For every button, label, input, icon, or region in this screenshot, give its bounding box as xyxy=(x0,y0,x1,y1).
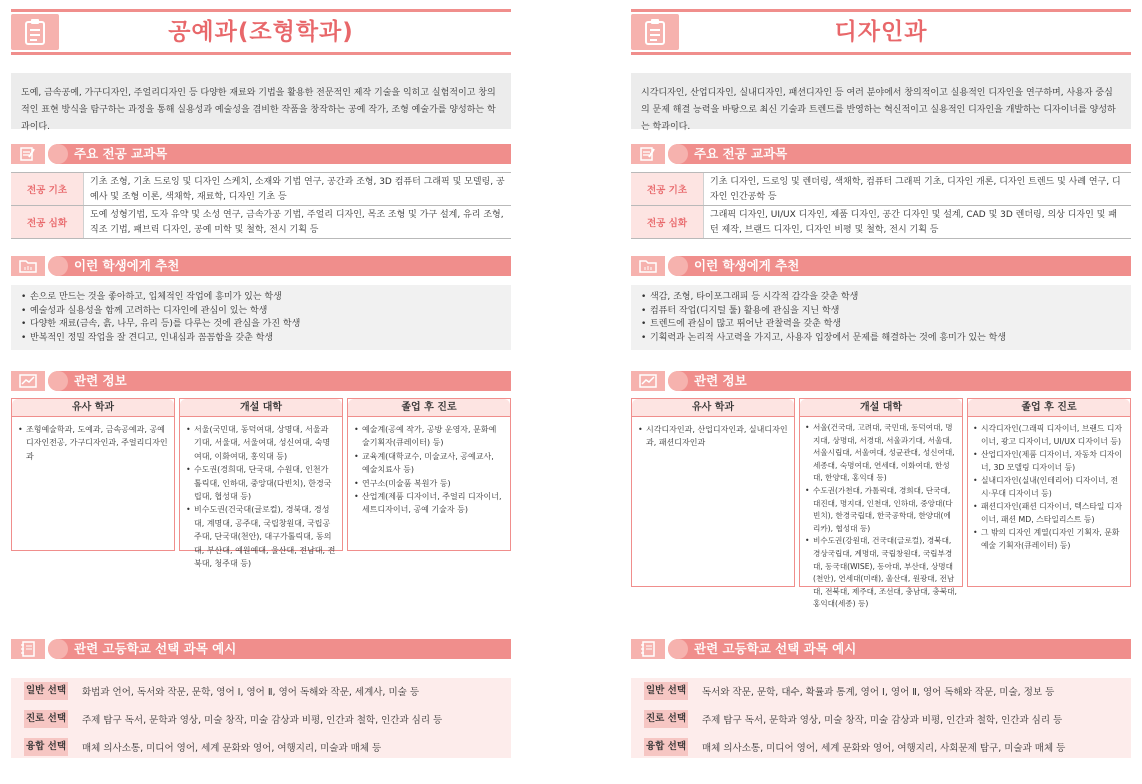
elective-box xyxy=(11,678,511,758)
notepad-icon xyxy=(11,144,45,164)
section-title: 이런 학생에게 추천 xyxy=(694,258,800,273)
section-header-recommend xyxy=(11,256,511,276)
elective-row xyxy=(24,681,419,701)
elective-row xyxy=(644,681,1054,701)
elective-value: 화법과 언어, 독서와 작문, 문학, 영어 Ⅰ, 영어 Ⅱ, 영어 독해와 작문, 세계사, 미술 등 xyxy=(82,687,420,698)
elective-label: 융합 선택 xyxy=(24,738,68,756)
card-universities xyxy=(179,398,343,569)
elective-label: 일반 선택 xyxy=(644,682,688,700)
course-label: 전공 심화 xyxy=(11,206,83,238)
title-rule-top xyxy=(11,9,511,12)
card-title: 졸업 후 진로 xyxy=(348,399,510,417)
page-title: 디자인과 xyxy=(834,19,928,45)
title-rule-bottom xyxy=(11,52,511,55)
elective-value: 주제 탐구 독서, 문학과 영상, 미술 창작, 미술 감상과 비평, 인간과 철학, 인간과 심리 등 xyxy=(702,715,1063,726)
list-item: • 반복적인 정밀 작업을 잘 견디고, 인내심과 꼼꼼함을 갖춘 학생 xyxy=(21,332,501,346)
notepad-icon xyxy=(631,144,665,164)
course-value: 기초 조형, 기초 드로잉 및 디자인 스케치, 소재와 기법 연구, 공간과 조형, 3D 컴퓨터 그래픽 및 모델링, 공예사 및 조형 이론, 색채학, 재료학, 디자인 기초 등 xyxy=(83,173,511,205)
list-item: • 서울(건국대, 고려대, 국민대, 동덕여대, 명지대, 상명대, 서경대, 서울과기대, 서울대, 서울시립대, 서울여대, 성균관대, 성신여대, 세종대, 숙명여대, 연세대, 이화여대, 한성대, 한양대, 홍익대 등) xyxy=(805,422,957,485)
list-item: • 연구소(미술품 복원가 등) xyxy=(354,477,504,490)
course-label: 전공 심화 xyxy=(631,206,703,238)
recommend-list xyxy=(631,285,1131,350)
chart-icon xyxy=(631,371,665,391)
elective-row xyxy=(24,737,381,757)
elective-value: 독서와 작문, 문학, 대수, 확률과 통계, 영어 Ⅰ, 영어 Ⅱ, 영어 독해와 작문, 미술, 정보 등 xyxy=(702,687,1055,698)
title-rule-top xyxy=(631,9,1131,12)
card-similar xyxy=(11,398,175,551)
card-title: 개설 대학 xyxy=(800,399,962,417)
department-intro: 시각디자인, 산업디자인, 실내디자인, 패션디자인 등 여러 분야에서 창의적이고 실용적인 디자인을 연구하며, 사용자 중심의 문제 해결 능력을 바탕으로 최신 기술과 트렌드를 반영하는 혁신적이고 실용적인 디자인을 개발하는 디자이너를 양성하는 학과이다. xyxy=(631,73,1131,129)
course-row xyxy=(11,206,511,239)
list-item: • 수도권(가천대, 가톨릭대, 경희대, 단국대, 대진대, 명지대, 인천대, 인하대, 중앙대(다빈치), 한경국립대, 한국공학대, 한양대(에리카), 협성대 등) xyxy=(805,485,957,535)
department-intro: 도예, 금속공예, 가구디자인, 주얼리디자인 등 다양한 재료와 기법을 활용한 전문적인 제작 기술을 익히고 실험적이고 창의적인 표현 방식을 탐구하는 과정을 통해 실용성과 예술성을 겸비한 작품을 창작하는 공예 작가, 조형 예술가를 양성하는 학과이다. xyxy=(11,73,511,129)
section-title: 관련 정보 xyxy=(74,373,127,388)
courses-table xyxy=(11,172,511,239)
card-similar xyxy=(631,398,795,587)
course-label: 전공 기초 xyxy=(11,173,83,205)
list-item: • 산업디자인(제품 디자이너, 자동차 디자이너, 3D 모델링 디자이너 등) xyxy=(973,448,1125,474)
title-bar xyxy=(631,9,1131,57)
card-title: 유사 학과 xyxy=(12,399,174,417)
section-title: 관련 고등학교 선택 과목 예시 xyxy=(74,641,237,656)
course-label: 전공 기초 xyxy=(631,173,703,205)
course-row xyxy=(11,173,511,206)
elective-box xyxy=(631,678,1131,758)
section-title: 관련 고등학교 선택 과목 예시 xyxy=(694,641,857,656)
elective-value: 주제 탐구 독서, 문학과 영상, 미술 창작, 미술 감상과 비평, 인간과 철학, 인간과 심리 등 xyxy=(82,715,443,726)
course-value: 기초 디자인, 드로잉 및 렌더링, 색채학, 컴퓨터 그래픽 기초, 디자인 개론, 디자인 트렌드 및 사례 연구, 디자인 인간공학 등 xyxy=(703,173,1131,205)
list-item: • 시각디자인과, 산업디자인과, 실내디자인과, 패션디자인과 xyxy=(638,423,788,450)
list-item: • 비수도권(강원대, 건국대(글로컬), 경북대, 경상국립대, 계명대, 국립창원대, 국립부경대, 동국대(WISE), 동아대, 부산대, 상명대(천안), 연세대(미래), 울산대, 원광대, 전남대, 전북대, 제주대, 조선대, 충남대, 충북대, 홍익대(세종) 등) xyxy=(805,535,957,611)
list-item: • 비수도권(건국대(글로컬), 경북대, 경성대, 계명대, 공주대, 국립창원대, 국립공주대, 단국대(천안), 대구가톨릭대, 동의대, 부산대, 예원예대, 울산대, 전남대, 전북대, 청주대 등) xyxy=(186,503,336,570)
elective-label: 일반 선택 xyxy=(24,682,68,700)
course-value: 그래픽 디자인, UI/UX 디자인, 제품 디자인, 공간 디자인 및 설계, CAD 및 3D 렌더링, 의상 디자인 및 패턴 제작, 브랜드 디자인, 디자인 비평 및 철학, 전시 기획 등 xyxy=(703,206,1131,238)
list-item: • 서울(국민대, 동덕여대, 상명대, 서울과기대, 서울대, 서울여대, 성신여대, 숙명여대, 이화여대, 홍익대 등) xyxy=(186,423,336,463)
notebook-icon xyxy=(631,639,665,659)
chart-icon xyxy=(11,371,45,391)
course-row xyxy=(631,173,1131,206)
list-item: • 다양한 재료(금속, 흙, 나무, 유리 등)를 다루는 것에 관심을 가진 학생 xyxy=(21,318,501,332)
elective-label: 진로 선택 xyxy=(644,710,688,728)
list-item: • 조형예술학과, 도예과, 금속공예과, 공예디자인전공, 가구디자인과, 주얼리디자인과 xyxy=(18,423,168,463)
list-item: • 패션디자인(패션 디자이너, 텍스타일 디자이너, 패션 MD, 스타일리스트 등) xyxy=(973,500,1125,526)
card-title: 졸업 후 진로 xyxy=(968,399,1130,417)
card-career xyxy=(967,398,1131,587)
list-item: • 그 밖의 디자인 계열(디자인 기획자, 문화예술 기획자(큐레이터) 등) xyxy=(973,526,1125,552)
title-rule-bottom xyxy=(631,52,1131,55)
list-item: • 실내디자인(실내(인테리어) 디자이너, 전시·무대 디자이너 등) xyxy=(973,474,1125,500)
course-row xyxy=(631,206,1131,239)
card-universities xyxy=(799,398,963,609)
list-item: • 예술계(공예 작가, 공방 운영자, 문화예술기획자(큐레이터) 등) xyxy=(354,423,504,450)
notebook-icon xyxy=(11,639,45,659)
list-item: • 기획력과 논리적 사고력을 가지고, 사용자 입장에서 문제를 해결하는 것에 흥미가 있는 학생 xyxy=(641,332,1121,346)
section-title: 관련 정보 xyxy=(694,373,747,388)
elective-row xyxy=(24,709,442,729)
elective-label: 융합 선택 xyxy=(644,738,688,756)
elective-value: 매체 의사소통, 미디어 영어, 세계 문화와 영어, 여행지리, 사회문제 탐구, 미술과 매체 등 xyxy=(702,743,1066,754)
title-bar xyxy=(11,9,511,57)
courses-table xyxy=(631,172,1131,239)
section-header-info xyxy=(631,371,1131,391)
section-header-recommend xyxy=(631,256,1131,276)
folder-icon xyxy=(11,256,45,276)
course-value: 도예 성형기법, 도자 유약 및 소성 연구, 금속가공 기법, 주얼리 디자인, 목조 조형 및 가구 설계, 유리 조형, 직조 기법, 패브릭 디자인, 공예 미학 및 철학, 전시 기획 등 xyxy=(83,206,511,238)
list-item: • 트렌드에 관심이 많고 뛰어난 관찰력을 갖춘 학생 xyxy=(641,318,1121,332)
section-title: 이런 학생에게 추천 xyxy=(74,258,180,273)
list-item: • 색감, 조형, 타이포그래피 등 시각적 감각을 갖춘 학생 xyxy=(641,291,1121,305)
elective-row xyxy=(644,709,1062,729)
card-title: 유사 학과 xyxy=(632,399,794,417)
list-item: • 교육계(대학교수, 미술교사, 공예교사, 예술치료사 등) xyxy=(354,450,504,477)
section-header-info xyxy=(11,371,511,391)
list-item: • 산업계(제품 디자이너, 주얼리 디자이너, 세트디자이너, 공예 기술자 등) xyxy=(354,490,504,517)
card-career xyxy=(347,398,511,551)
section-header-courses xyxy=(11,144,511,164)
section-header-elective xyxy=(11,639,511,659)
section-header-elective xyxy=(631,639,1131,659)
list-item: • 수도권(경희대, 단국대, 수원대, 인천가톨릭대, 인하대, 중앙대(다빈치), 한경국립대, 협성대 등) xyxy=(186,463,336,503)
elective-value: 매체 의사소통, 미디어 영어, 세계 문화와 영어, 여행지리, 미술과 매체 등 xyxy=(82,743,382,754)
card-title: 개설 대학 xyxy=(180,399,342,417)
list-item: • 손으로 만드는 것을 좋아하고, 입체적인 작업에 흥미가 있는 학생 xyxy=(21,291,501,305)
recommend-list xyxy=(11,285,511,350)
section-header-courses xyxy=(631,144,1131,164)
list-item: • 컴퓨터 작업(디지털 툴) 활용에 관심을 지닌 학생 xyxy=(641,305,1121,319)
elective-row xyxy=(644,737,1065,757)
elective-label: 진로 선택 xyxy=(24,710,68,728)
list-item: • 시각디자인(그래픽 디자이너, 브랜드 디자이너, 광고 디자이너, UI/UX 디자이너 등) xyxy=(973,422,1125,448)
list-item: • 예술성과 실용성을 함께 고려하는 디자인에 관심이 있는 학생 xyxy=(21,305,501,319)
section-title: 주요 전공 교과목 xyxy=(74,146,168,161)
page-title: 공예과(조형학과) xyxy=(168,19,354,45)
folder-icon xyxy=(631,256,665,276)
section-title: 주요 전공 교과목 xyxy=(694,146,788,161)
